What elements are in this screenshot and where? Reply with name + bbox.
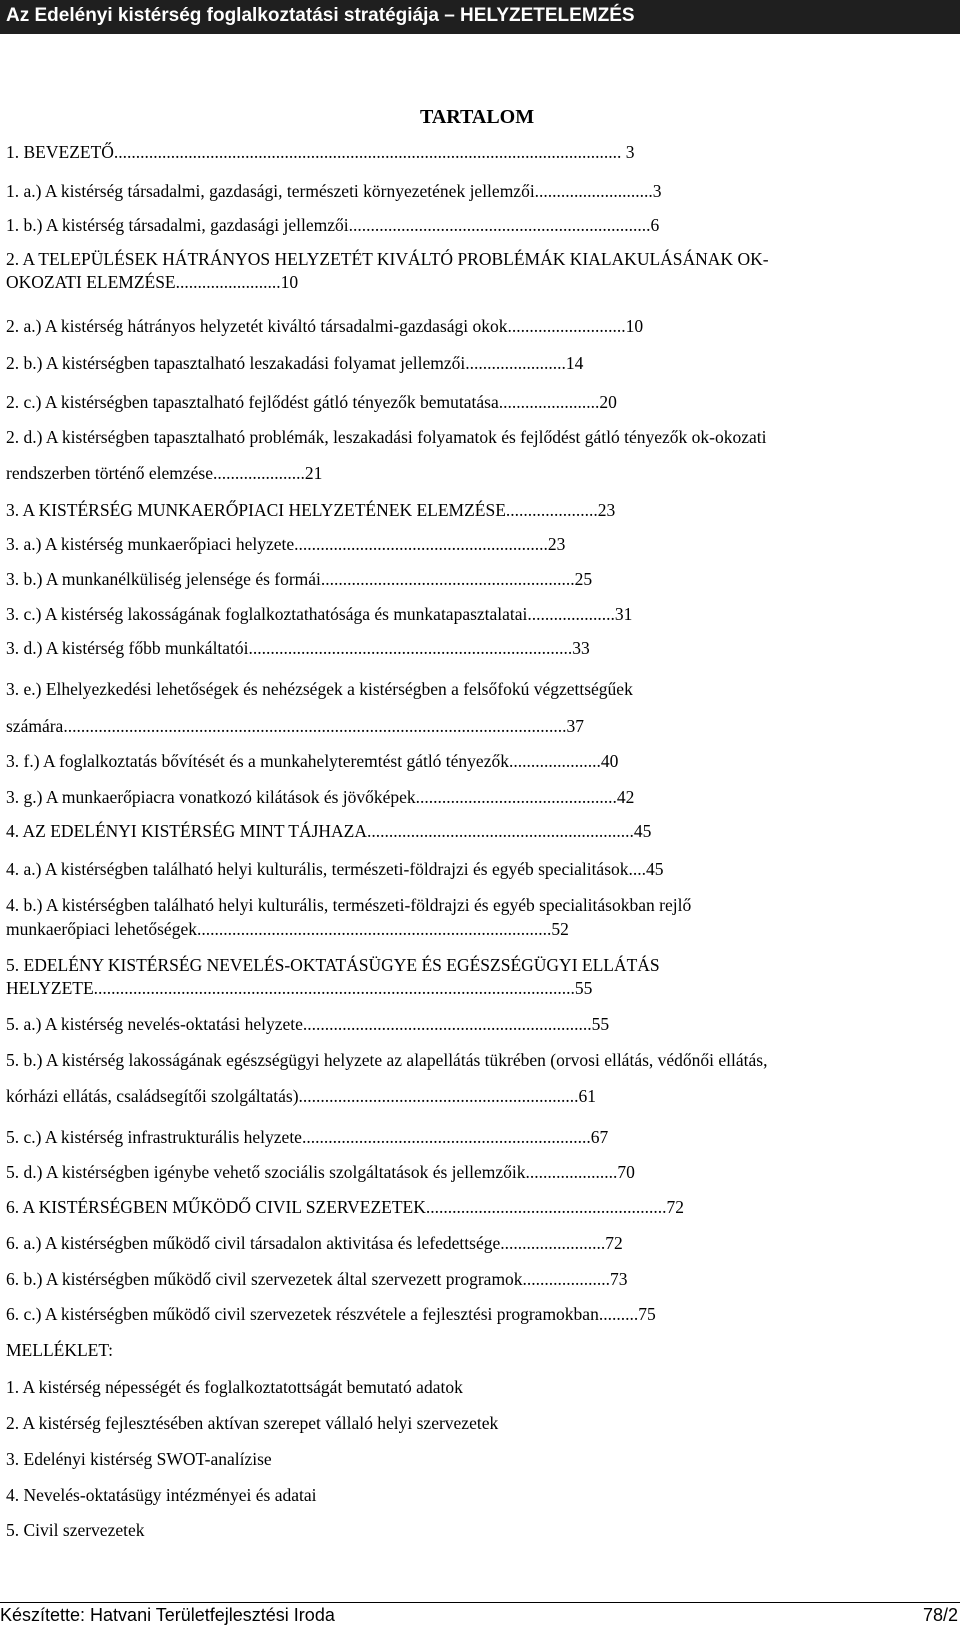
toc-entry: 1. b.) A kistérség társadalmi, gazdasági jellemzői.....................................................................6	[6, 215, 660, 235]
toc-entry: 6. b.) A kistérségben működő civil szervezetek által szervezett programok....................73	[6, 1269, 628, 1289]
toc-entry: 3. g.) A munkaerőpiacra vonatkozó kilátások és jövőképek..............................................42	[6, 787, 635, 807]
toc-entry: kórházi ellátás, családsegítői szolgáltatás)................................................................61	[6, 1086, 597, 1106]
toc-entry: 3. b.) A munkanélküliség jelensége és formái..........................................................25	[6, 569, 593, 589]
header-title: Az Edelényi kistérség foglalkoztatási stratégiája – HELYZETELEMZÉS	[6, 5, 635, 26]
toc-entry: 1. a.) A kistérség társadalmi, gazdasági, természeti környezetének jellemzői...........................3	[6, 181, 662, 201]
appendix-item: 3. Edelényi kistérség SWOT-analízise	[6, 1449, 272, 1469]
toc-entry: 4. b.) A kistérségben található helyi kulturális, természeti-földrajzi és egyéb specialitásokban rejlő	[6, 895, 692, 915]
toc-entry: 5. a.) A kistérség nevelés-oktatási helyzete..................................................................55	[6, 1014, 610, 1034]
toc-entry: 1. BEVEZETŐ.................................................................................................................... 3	[6, 142, 635, 162]
toc-entry: 6. a.) A kistérségben működő civil társadalon aktivitása és lefedettsége........................72	[6, 1233, 623, 1253]
toc-entry: 2. A TELEPÜLÉSEK HÁTRÁNYOS HELYZETÉT KIVÁLTÓ PROBLÉMÁK KIALAKULÁSÁNAK OK-	[6, 249, 769, 269]
footer-divider	[0, 1602, 960, 1603]
toc-entry: 3. d.) A kistérség főbb munkáltatói..........................................................................33	[6, 638, 590, 658]
toc-entry: 3. c.) A kistérség lakosságának foglalkoztathatósága és munkatapasztalatai....................31	[6, 604, 633, 624]
appendix-item: 4. Nevelés-oktatásügy intézményei és adatai	[6, 1485, 317, 1505]
toc-entry: HELYZETE..............................................................................................................55	[6, 978, 593, 998]
toc-entry: 5. EDELÉNY KISTÉRSÉG NEVELÉS-OKTATÁSÜGYE ÉS EGÉSZSÉGÜGYI ELLÁTÁS	[6, 955, 660, 975]
toc-entry: OKOZATI ELEMZÉSE........................10	[6, 272, 299, 292]
toc-entry: 2. d.) A kistérségben tapasztalható problémák, leszakadási folyamatok és fejlődést gátló tényezők ok-okozati	[6, 427, 767, 447]
toc-entry: 3. A KISTÉRSÉG MUNKAERŐPIACI HELYZETÉNEK ELEMZÉSE.....................23	[6, 500, 616, 520]
toc-title: TARTALOM	[420, 106, 535, 128]
toc-entry: 5. b.) A kistérség lakosságának egészségügyi helyzete az alapellátás tükrében (orvosi ellátás, védőnői ellátás,	[6, 1050, 768, 1070]
toc-entry: 2. b.) A kistérségben tapasztalható leszakadási folyamat jellemzői.......................14	[6, 353, 584, 373]
appendix-item: 1. A kistérség népességét és foglalkoztatottságát bemutató adatok	[6, 1377, 463, 1397]
toc-entry: 4. AZ EDELÉNYI KISTÉRSÉG MINT TÁJHAZA.............................................................45	[6, 821, 652, 841]
toc-entry: munkaerőpiaci lehetőségek.................................................................................52	[6, 919, 569, 939]
appendix-item: 2. A kistérség fejlesztésében aktívan szerepet vállaló helyi szervezetek	[6, 1413, 499, 1433]
appendix-item: 5. Civil szervezetek	[6, 1520, 145, 1540]
toc-entry: 3. a.) A kistérség munkaerőpiaci helyzete..........................................................23	[6, 534, 566, 554]
toc-entry: 2. a.) A kistérség hátrányos helyzetét kiváltó társadalmi-gazdasági okok...........................10	[6, 316, 644, 336]
toc-entry: 2. c.) A kistérségben tapasztalható fejlődést gátló tényezők bemutatása.......................20	[6, 392, 617, 412]
footer-author: Készítette: Hatvani Területfejlesztési Iroda	[0, 1605, 335, 1625]
toc-entry: rendszerben történő elemzése.....................21	[6, 463, 323, 483]
toc-entry: számára...................................................................................................................37	[6, 716, 584, 736]
toc-entry: 6. A KISTÉRSÉGBEN MŰKÖDŐ CIVIL SZERVEZETEK.......................................................72	[6, 1197, 685, 1217]
toc-entry: 3. e.) Elhelyezkedési lehetőségek és nehézségek a kistérségben a felsőfokú végzettségűek	[6, 679, 633, 699]
toc-entry: 5. d.) A kistérségben igénybe vehető szociális szolgáltatások és jellemzőik.....................70	[6, 1162, 635, 1182]
toc-entry: 5. c.) A kistérség infrastrukturális helyzete..................................................................67	[6, 1127, 609, 1147]
toc-entry: 4. a.) A kistérségben található helyi kulturális, természeti-földrajzi és egyéb specialitások....45	[6, 859, 664, 879]
toc-entry: MELLÉKLET:	[6, 1340, 114, 1360]
toc-entry: 3. f.) A foglalkoztatás bővítését és a munkahelyteremtést gátló tényezők.....................40	[6, 751, 619, 771]
toc-entry: 6. c.) A kistérségben működő civil szervezetek részvétele a fejlesztési programokban.........75	[6, 1304, 656, 1324]
page-number: 78/2	[922, 1605, 958, 1625]
